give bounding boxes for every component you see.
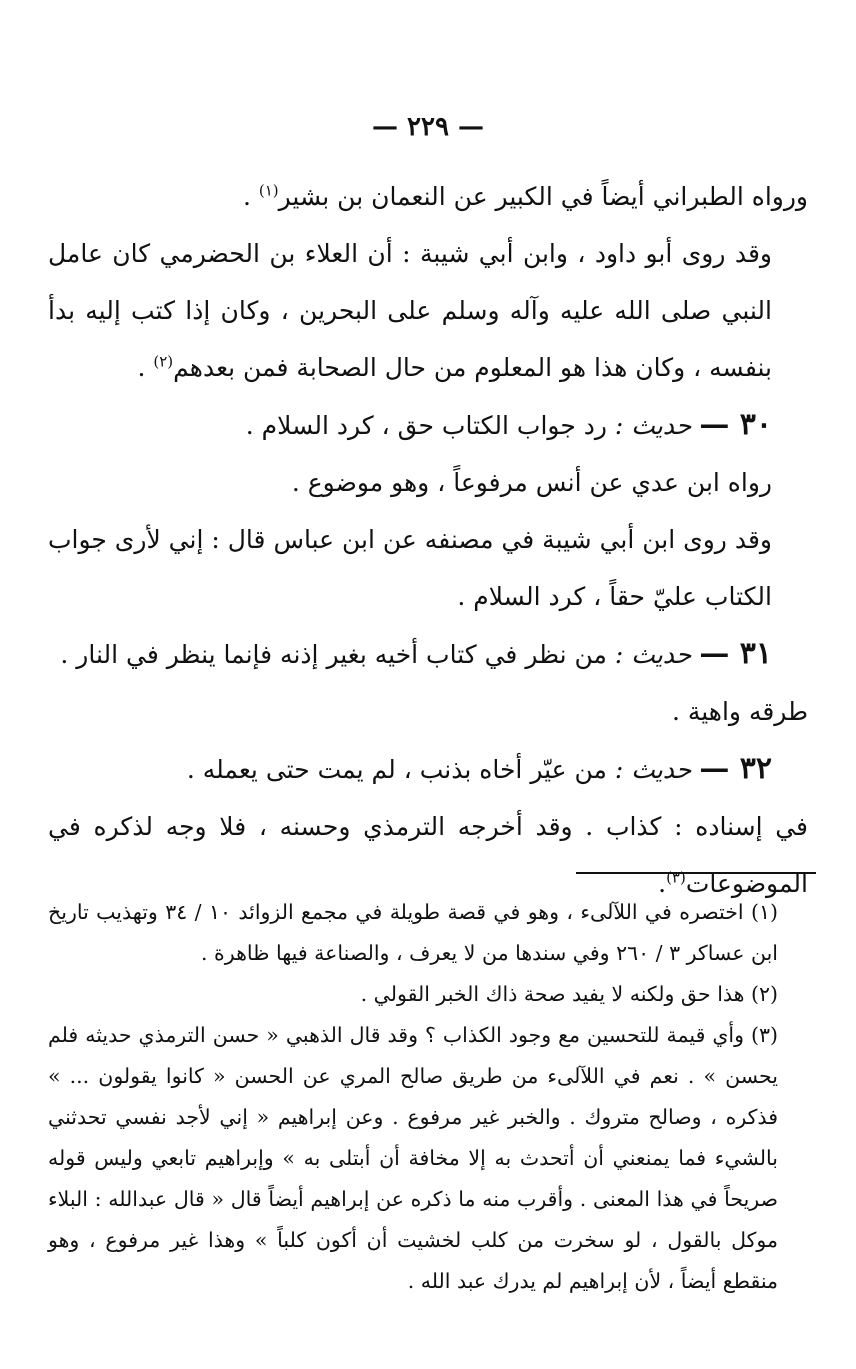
footnote-1: (١) اختصره في اللآلىء ، وهو في قصة طويلة في مجمع الزوائد ١٠ / ٣٤ وتهذيب تاريخ ابن عساكر ٣ / ٢٦٠ وفي سندها من لا يعرف ، والصناعة فيها ظاهرة .	[48, 900, 778, 965]
footnote-2: (٢) هذا حق ولكنه لا يفيد صحة ذاك الخبر القولي .	[360, 982, 778, 1006]
paragraph-text: وقد روى ابن أبي شيبة في مصنفه عن ابن عباس قال : إني لأرى جواب الكتاب عليّ حقاً ، كرد السلام .	[48, 525, 772, 611]
paragraph-end: .	[137, 353, 154, 382]
hadith-32	[48, 740, 808, 798]
footnote-divider	[576, 872, 816, 874]
paragraph-text: طرقه واهية .	[671, 697, 808, 726]
footnote-3: (٣) وأي قيمة للتحسين مع وجود الكذاب ؟ وقد قال الذهبي « حسن الترمذي حديثه فلم يحسن » . نعم في اللآلىء من طريق صالح المري عن الحسن « كانوا يقولون ... » فذكره ، وصالح متروك . والخبر غير مرفوع . وعن إبراهيم « إني لأجد نفسي تحدثني بالشيء فما يمنعني أن أتحدث به إلا مخافة أن أبتلى به » وإبراهيم تابعي وليس قوله صريحاً في هذا المعنى . وأقرب منه ما ذكره عن إبراهيم أيضاً قال « قال عبدالله : البلاء موكل بالقول ، لو سخرت من كلب لخشيت أن أكون كلباً » وهذا غير مرفوع ، وهو منقطع أيضاً ، لأن إبراهيم لم يدرك عبد الله .	[48, 1023, 778, 1293]
hadith-30	[48, 396, 808, 454]
hadith-number: ٣٠ —	[699, 407, 772, 442]
footnotes	[48, 892, 808, 1302]
hadith-label: حديث :	[614, 755, 692, 784]
paragraph-text: رواه ابن عدي عن أنس مرفوعاً ، وهو موضوع .	[291, 468, 772, 497]
hadith-text: من عيّر أخاه بذنب ، لم يمت حتى يعمله .	[186, 755, 607, 784]
footnote-ref-2: (٢)	[153, 352, 174, 371]
hadith-label: حديث :	[614, 640, 692, 669]
hadith-number: ٣٢ —	[699, 751, 772, 786]
hadith-31	[48, 625, 808, 683]
hadith-text: رد جواب الكتاب حق ، كرد السلام .	[245, 411, 607, 440]
footnote-ref-3: (٣)	[666, 868, 686, 887]
paragraph-abu-dawud	[48, 225, 808, 396]
paragraph-turuq	[48, 683, 808, 740]
paragraph-ibn-adi	[48, 454, 808, 511]
main-text	[48, 168, 808, 912]
footnote-ref-1: (١)	[258, 181, 279, 200]
hadith-number: ٣١ —	[699, 636, 772, 671]
paragraph-text: في إسناده : كذاب . وقد أخرجه الترمذي وحسنه ، فلا وجه لذكره في الموضوعات	[48, 812, 808, 898]
paragraph-text: وقد روى أبو داود ، وابن أبي شيبة : أن العلاء بن الحضرمي كان عامل النبي صلى الله عليه وآله وسلم على البحرين ، وكان إذا كتب إليه بدأ بنفسه ، وكان هذا هو المعلوم من حال الصحابة فمن بعدهم	[48, 239, 772, 382]
paragraph-text: ورواه الطبراني أيضاً في الكبير عن النعمان بن بشير	[278, 182, 808, 211]
paragraph-ibn-abi-shaybah	[48, 511, 808, 625]
paragraph-end: .	[242, 182, 259, 211]
page-number: — ٢٢٩ —	[371, 112, 485, 142]
paragraph-tabarani	[48, 168, 808, 225]
hadith-text: من نظر في كتاب أخيه بغير إذنه فإنما ينظر في النار .	[60, 640, 607, 669]
hadith-label: حديث :	[614, 411, 692, 440]
paragraph-end: .	[658, 869, 667, 898]
